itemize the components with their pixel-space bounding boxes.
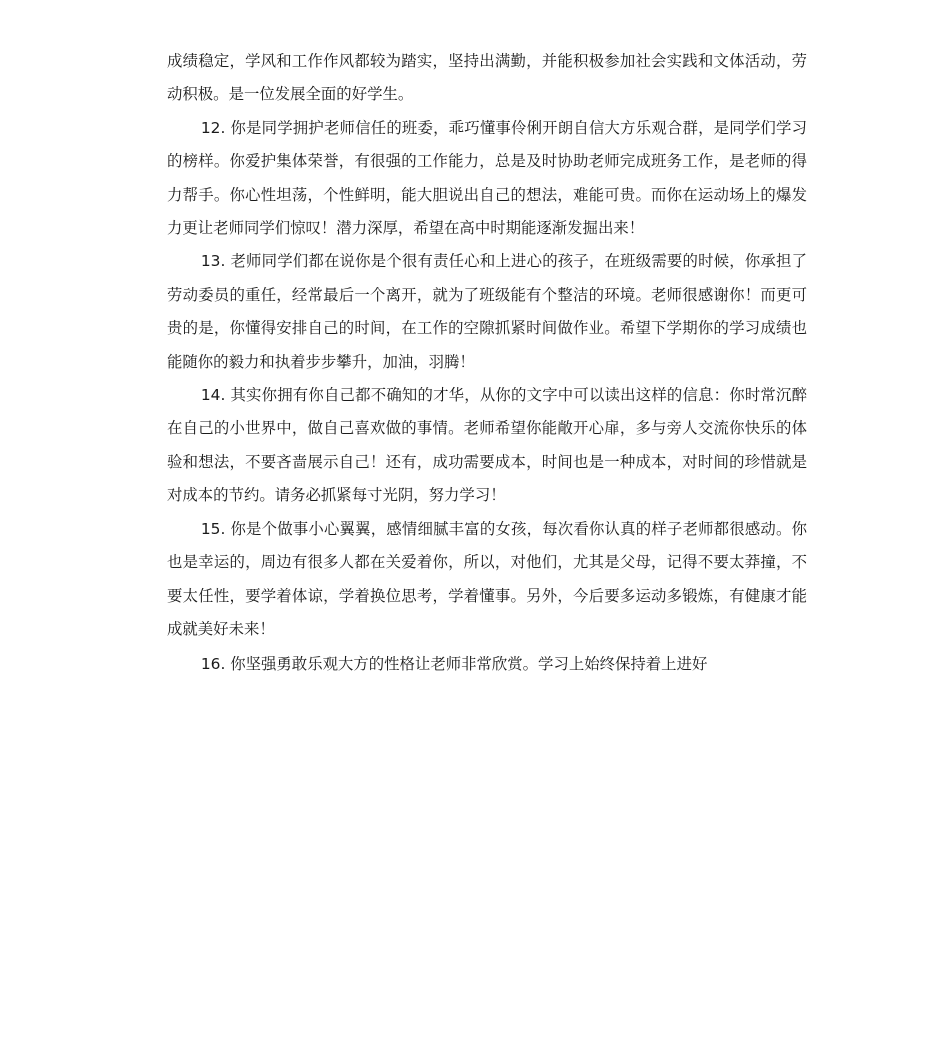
paragraph-comment-16: 16. 你坚强勇敢乐观大方的性格让老师非常欣赏。学习上始终保持着上进好 <box>200 655 708 674</box>
paragraph-comment-15: 15. 你是个做事小心翼翼，感情细腻丰富的女孩，每次看你认真的样子老师都很感动。你也是幸运的，周边有很多人都在关爱着你，所以，对他们，尤其是父母，记得不要太莽撞，不要太任性，要学着体谅，学着换位思考，学着懂事。另外，今后要多运动多锻炼，有健康才能成就美好未来！ <box>167 519 807 638</box>
paragraph-comment-14: 14. 其实你拥有你自己都不确知的才华，从你的文字中可以读出这样的信息：你时常沉醉在自己的小世界中，做自己喜欢做的事情。老师希望你能敞开心扉，多与旁人交流你快乐的体验和想法，不要吝啬展示自己！还有，成功需要成本，时间也是一种成本，对时间的珍惜就是对成本的节约。请务必抓紧每寸光阴，努力学习！ <box>167 386 807 505</box>
document-body <box>167 45 807 682</box>
paragraph-continuation: 成绩稳定，学风和工作作风都较为踏实，坚持出满勤，并能积极参加社会实践和文体活动，劳动积极。是一位发展全面的好学生。 <box>167 52 807 104</box>
paragraph-comment-13: 13. 老师同学们都在说你是个很有责任心和上进心的孩子，在班级需要的时候，你承担了劳动委员的重任，经常最后一个离开，就为了班级能有个整洁的环境。老师很感谢你！而更可贵的是，你懂得安排自己的时间，在工作的空隙抓紧时间做作业。希望下学期你的学习成绩也能随你的毅力和执着步步攀升，加油，羽腾！ <box>167 252 807 371</box>
paragraph-comment-12: 12. 你是同学拥护老师信任的班委，乖巧懂事伶俐开朗自信大方乐观合群，是同学们学习的榜样。你爱护集体荣誉，有很强的工作能力，总是及时协助老师完成班务工作，是老师的得力帮手。你心性坦荡，个性鲜明，能大胆说出自己的想法，难能可贵。而你在运动场上的爆发力更让老师同学们惊叹！潜力深厚，希望在高中时期能逐渐发掘出来！ <box>167 118 807 238</box>
